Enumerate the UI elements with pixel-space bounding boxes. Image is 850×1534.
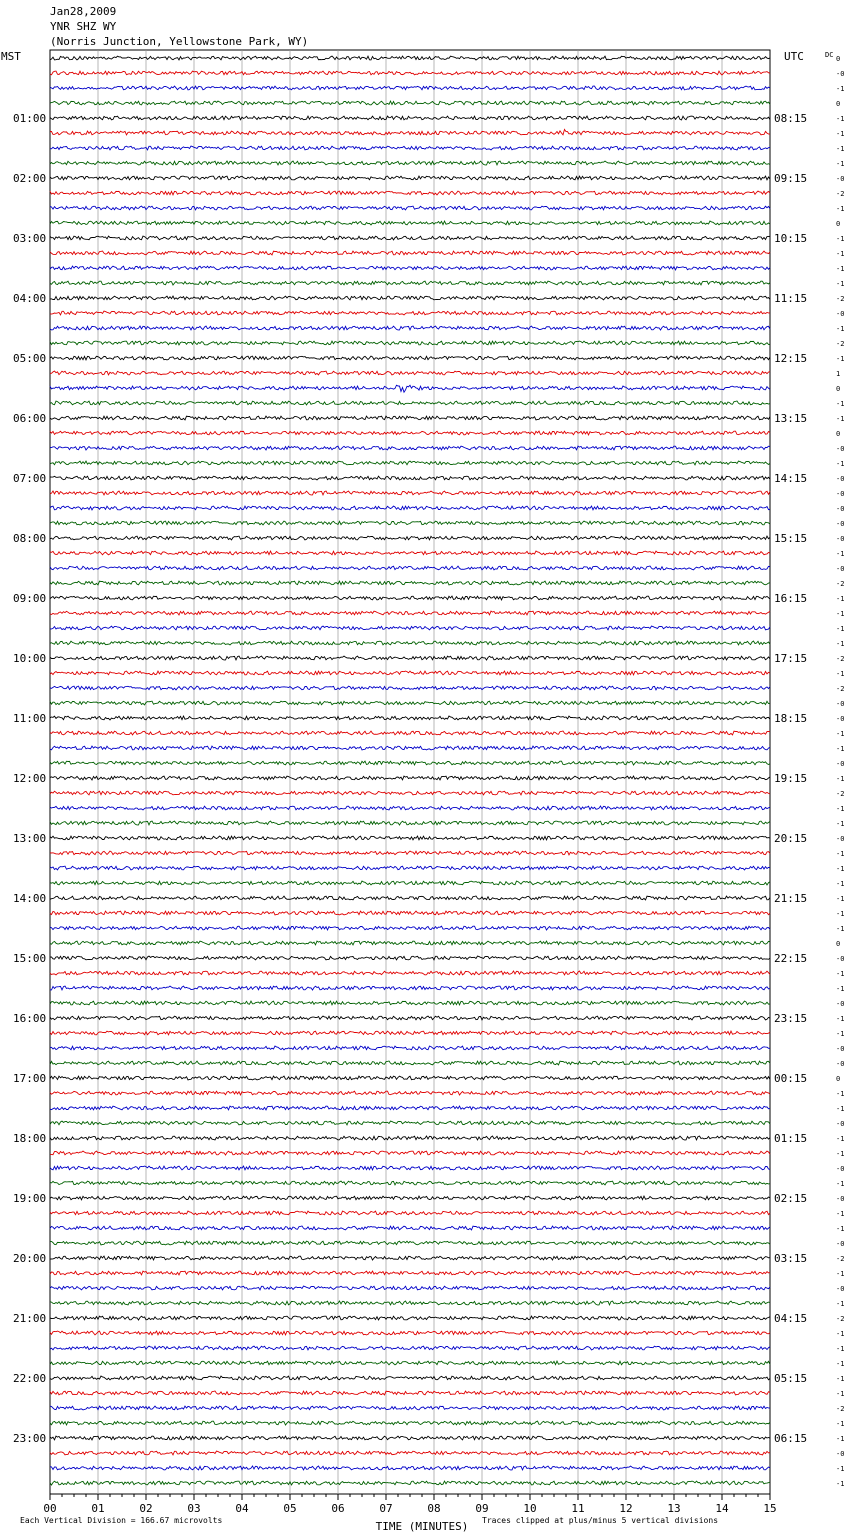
mst-hour-label: 23:00 xyxy=(13,1432,47,1445)
trace-line xyxy=(50,581,770,585)
dc-offset-value: -1 xyxy=(836,850,845,858)
dc-offset-value: -1 xyxy=(836,1030,845,1038)
dc-offset-value: -1 xyxy=(836,235,845,243)
x-tick-label: 09 xyxy=(475,1502,489,1515)
dc-offset-value: -0 xyxy=(836,565,845,573)
dc-offset-value: -1 xyxy=(836,280,845,288)
trace-line xyxy=(50,536,770,540)
trace-line xyxy=(50,1466,770,1470)
dc-offset-value: -1 xyxy=(836,625,845,633)
x-axis-title: TIME (MINUTES) xyxy=(375,1520,469,1533)
dc-offset-value: -0 xyxy=(836,760,845,768)
trace-line xyxy=(50,776,770,780)
trace-line xyxy=(50,1436,770,1440)
x-tick-label: 06 xyxy=(331,1502,345,1515)
mst-hour-label: 05:00 xyxy=(13,352,47,365)
dc-offset-value: -1 xyxy=(836,595,845,603)
trace-line xyxy=(50,296,770,300)
trace-line xyxy=(50,281,770,285)
dc-offset-value: -1 xyxy=(836,250,845,258)
trace-line xyxy=(50,1136,770,1140)
utc-hour-label: 23:15 xyxy=(774,1012,808,1025)
dc-offset-value: 0 xyxy=(836,430,841,438)
trace-line xyxy=(50,1361,770,1365)
dc-offset-value: -1 xyxy=(836,1345,845,1353)
dc-offset-value: -0 xyxy=(836,475,845,483)
dc-offset-value: -2 xyxy=(836,295,845,303)
dc-offset-value: -1 xyxy=(836,1015,845,1023)
dc-offset-value: -0 xyxy=(836,1060,845,1068)
trace-line xyxy=(50,986,770,990)
trace-line xyxy=(50,551,770,555)
dc-offset-value: -0 xyxy=(836,535,845,543)
dc-offset-value: -2 xyxy=(836,655,845,663)
x-tick-label: 05 xyxy=(283,1502,297,1515)
trace-line xyxy=(50,161,770,165)
utc-hour-label: 08:15 xyxy=(774,112,808,125)
trace-line xyxy=(50,1391,770,1395)
mst-hour-label: 21:00 xyxy=(13,1312,47,1325)
mst-hour-label: 14:00 xyxy=(13,892,47,905)
trace-line xyxy=(50,311,770,315)
dc-offset-value: -0 xyxy=(836,1000,845,1008)
trace-line xyxy=(50,266,770,270)
dc-offset-value: -2 xyxy=(836,1255,845,1263)
trace-line xyxy=(50,251,770,255)
dc-offset-value: -1 xyxy=(836,1375,845,1383)
mst-hour-label: 03:00 xyxy=(13,232,47,245)
dc-offset-value: -0 xyxy=(836,490,845,498)
dc-offset-value: -0 xyxy=(836,445,845,453)
trace-line xyxy=(50,1196,770,1200)
trace-line xyxy=(50,1001,770,1005)
dc-offset-value: -1 xyxy=(836,1270,845,1278)
mst-hour-label: 02:00 xyxy=(13,172,47,185)
mst-hour-label: 22:00 xyxy=(13,1372,47,1385)
mst-hour-label: 19:00 xyxy=(13,1192,47,1205)
dc-offset-value: -1 xyxy=(836,1465,845,1473)
trace-line xyxy=(50,611,770,615)
trace-line xyxy=(50,476,770,480)
dc-offset-value: -0 xyxy=(836,1120,845,1128)
utc-hour-label: 00:15 xyxy=(774,1072,808,1085)
left-axis-label: MST xyxy=(1,50,21,63)
trace-line xyxy=(50,86,770,90)
trace-line xyxy=(50,671,770,675)
trace-line xyxy=(50,356,770,360)
trace-line xyxy=(50,566,770,570)
x-tick-label: 04 xyxy=(235,1502,249,1515)
trace-line xyxy=(50,1076,770,1080)
dc-offset-value: -0 xyxy=(836,70,845,78)
trace-line xyxy=(50,656,770,660)
utc-hour-label: 13:15 xyxy=(774,412,808,425)
utc-hour-label: 05:15 xyxy=(774,1372,808,1385)
dc-offset-value: -1 xyxy=(836,730,845,738)
dc-offset-value: 0 xyxy=(836,940,841,948)
dc-offset-value: -1 xyxy=(836,325,845,333)
dc-offset-value: -1 xyxy=(836,610,845,618)
x-tick-label: 01 xyxy=(91,1502,105,1515)
station-label: YNR SHZ WY xyxy=(50,20,117,33)
mst-hour-label: 17:00 xyxy=(13,1072,47,1085)
dc-offset-value: -1 xyxy=(836,265,845,273)
dc-offset-value: -0 xyxy=(836,1195,845,1203)
dc-offset-value: -1 xyxy=(836,865,845,873)
utc-hour-label: 03:15 xyxy=(774,1252,808,1265)
trace-line xyxy=(50,1016,770,1020)
trace-line xyxy=(50,191,770,195)
dc-offset-value: -1 xyxy=(836,1420,845,1428)
trace-line xyxy=(50,1286,770,1290)
utc-hour-label: 14:15 xyxy=(774,472,808,485)
trace-line xyxy=(50,1211,770,1215)
trace-line xyxy=(50,491,770,495)
dc-offset-value: -0 xyxy=(836,835,845,843)
mst-hour-label: 12:00 xyxy=(13,772,47,785)
dc-offset-value: -2 xyxy=(836,1405,845,1413)
utc-hour-label: 19:15 xyxy=(774,772,808,785)
trace-line xyxy=(50,1331,770,1335)
dc-offset-value: -1 xyxy=(836,640,845,648)
utc-hour-label: 17:15 xyxy=(774,652,808,665)
trace-line xyxy=(50,71,770,75)
trace-line xyxy=(50,716,770,720)
trace-line xyxy=(50,461,770,465)
dc-offset-value: -0 xyxy=(836,1450,845,1458)
dc-offset-value: -0 xyxy=(836,1045,845,1053)
trace-line xyxy=(50,1046,770,1050)
dc-offset-value: -1 xyxy=(836,1360,845,1368)
trace-line xyxy=(50,1031,770,1035)
utc-hour-label: 04:15 xyxy=(774,1312,808,1325)
dc-offset-value: -1 xyxy=(836,115,845,123)
dc-offset-value: -0 xyxy=(836,1165,845,1173)
utc-hour-label: 21:15 xyxy=(774,892,808,905)
trace-line xyxy=(50,129,770,135)
trace-line xyxy=(50,56,770,60)
trace-line xyxy=(50,701,770,705)
mst-hour-label: 15:00 xyxy=(13,952,47,965)
location-label: (Norris Junction, Yellowstone Park, WY) xyxy=(50,35,309,48)
dc-offset-value: -2 xyxy=(836,685,845,693)
trace-line xyxy=(50,416,770,420)
dc-offset-value: -1 xyxy=(836,895,845,903)
trace-line xyxy=(50,821,770,825)
trace-line xyxy=(50,836,770,840)
dc-offset-value: -1 xyxy=(836,1105,845,1113)
dc-offset-value: -0 xyxy=(836,1285,845,1293)
trace-line xyxy=(50,956,770,960)
dc-offset-value: -1 xyxy=(836,775,845,783)
trace-line xyxy=(50,236,770,240)
trace-line xyxy=(50,1316,770,1320)
dc-offset-value: -1 xyxy=(836,205,845,213)
utc-hour-label: 15:15 xyxy=(774,532,808,545)
x-tick-label: 12 xyxy=(619,1502,633,1515)
trace-line xyxy=(50,385,770,392)
trace-line xyxy=(50,866,770,870)
dc-offset-value: 0 xyxy=(836,220,841,228)
dc-offset-value: -1 xyxy=(836,925,845,933)
x-tick-label: 14 xyxy=(715,1502,729,1515)
trace-line xyxy=(50,446,770,450)
dc-offset-value: -1 xyxy=(836,1300,845,1308)
scale-note: Each Vertical Division = 166.67 microvolts xyxy=(20,1516,223,1525)
dc-offset-value: -2 xyxy=(836,340,845,348)
trace-line xyxy=(50,626,770,630)
dc-offset-value: -1 xyxy=(836,880,845,888)
dc-offset-value: 1 xyxy=(836,370,841,378)
trace-line xyxy=(50,926,770,930)
trace-line xyxy=(50,101,770,105)
trace-line xyxy=(50,1421,770,1425)
trace-line xyxy=(50,881,770,885)
dc-offset-value: -0 xyxy=(836,1240,845,1248)
x-tick-label: 00 xyxy=(43,1502,57,1515)
dc-offset-value: -0 xyxy=(836,175,845,183)
mst-hour-label: 20:00 xyxy=(13,1252,47,1265)
trace-line xyxy=(50,401,770,405)
dc-offset-value: -1 xyxy=(836,910,845,918)
trace-line xyxy=(50,1256,770,1260)
trace-line xyxy=(50,146,770,150)
mst-hour-label: 13:00 xyxy=(13,832,47,845)
trace-line xyxy=(50,1166,770,1170)
dc-offset-value: -1 xyxy=(836,550,845,558)
trace-line xyxy=(50,686,770,690)
utc-hour-label: 16:15 xyxy=(774,592,808,605)
dc-offset-value: -1 xyxy=(836,1480,845,1488)
dc-label: DC xyxy=(825,51,834,59)
trace-line xyxy=(50,1451,770,1455)
dc-offset-value: -0 xyxy=(836,955,845,963)
dc-offset-value: -1 xyxy=(836,1135,845,1143)
dc-offset-value: -1 xyxy=(836,1090,845,1098)
trace-line xyxy=(50,371,770,375)
x-tick-label: 13 xyxy=(667,1502,681,1515)
trace-line xyxy=(50,911,770,915)
x-tick-label: 02 xyxy=(139,1502,153,1515)
trace-line xyxy=(50,791,770,795)
trace-line xyxy=(50,1481,770,1485)
utc-hour-label: 22:15 xyxy=(774,952,808,965)
trace-line xyxy=(50,1061,770,1065)
dc-offset-value: -1 xyxy=(836,670,845,678)
right-axis-label: UTC xyxy=(784,50,804,63)
utc-hour-label: 06:15 xyxy=(774,1432,808,1445)
mst-hour-label: 09:00 xyxy=(13,592,47,605)
trace-line xyxy=(50,761,770,765)
mst-hour-label: 07:00 xyxy=(13,472,47,485)
dc-offset-value: -1 xyxy=(836,1210,845,1218)
trace-line xyxy=(50,941,770,945)
dc-offset-value: -1 xyxy=(836,805,845,813)
dc-offset-value: -0 xyxy=(836,520,845,528)
dc-offset-value: -1 xyxy=(836,400,845,408)
trace-line xyxy=(50,1301,770,1305)
trace-line xyxy=(50,971,770,975)
trace-line xyxy=(50,221,770,225)
dc-offset-value: -1 xyxy=(836,355,845,363)
clip-note: Traces clipped at plus/minus 5 vertical divisions xyxy=(482,1516,719,1525)
dc-offset-value: -1 xyxy=(836,970,845,978)
dc-offset-value: -1 xyxy=(836,1390,845,1398)
dc-offset-value: -0 xyxy=(836,715,845,723)
dc-offset-value: -1 xyxy=(836,1225,845,1233)
dc-offset-value: -0 xyxy=(836,505,845,513)
trace-line xyxy=(50,176,770,180)
mst-hour-label: 10:00 xyxy=(13,652,47,665)
mst-hour-label: 16:00 xyxy=(13,1012,47,1025)
utc-hour-label: 02:15 xyxy=(774,1192,808,1205)
trace-line xyxy=(50,851,770,855)
utc-hour-label: 09:15 xyxy=(774,172,808,185)
trace-line xyxy=(50,1271,770,1275)
trace-line xyxy=(50,641,770,645)
trace-line xyxy=(50,596,770,600)
trace-line xyxy=(50,746,770,750)
dc-offset-value: -1 xyxy=(836,130,845,138)
utc-hour-label: 18:15 xyxy=(774,712,808,725)
dc-offset-value: 0 xyxy=(836,385,841,393)
dc-offset-value: -1 xyxy=(836,1180,845,1188)
dc-offset-value: -1 xyxy=(836,85,845,93)
dc-offset-value: -1 xyxy=(836,145,845,153)
dc-offset-value: -1 xyxy=(836,460,845,468)
trace-line xyxy=(50,506,770,510)
dc-offset-value: -1 xyxy=(836,820,845,828)
trace-line xyxy=(50,431,770,435)
dc-offset-value: -1 xyxy=(836,745,845,753)
dc-offset-value: -2 xyxy=(836,580,845,588)
trace-line xyxy=(50,521,770,525)
dc-offset-value: -1 xyxy=(836,415,845,423)
trace-line xyxy=(50,1346,770,1350)
dc-offset-value: 0 xyxy=(836,1075,841,1083)
dc-offset-value: 0 xyxy=(836,100,841,108)
mst-hour-label: 06:00 xyxy=(13,412,47,425)
dc-offset-value: -2 xyxy=(836,1315,845,1323)
trace-line xyxy=(50,116,770,120)
trace-line xyxy=(50,1121,770,1125)
dc-offset-value: -1 xyxy=(836,1435,845,1443)
date-label: Jan28,2009 xyxy=(50,5,117,18)
utc-hour-label: 01:15 xyxy=(774,1132,808,1145)
dc-offset-value: -1 xyxy=(836,160,845,168)
dc-offset-value: -0 xyxy=(836,310,845,318)
mst-hour-label: 04:00 xyxy=(13,292,47,305)
x-tick-label: 10 xyxy=(523,1502,537,1515)
x-tick-label: 03 xyxy=(187,1502,201,1515)
trace-line xyxy=(50,896,770,900)
utc-hour-label: 11:15 xyxy=(774,292,808,305)
trace-line xyxy=(50,326,770,330)
dc-offset-value: -1 xyxy=(836,1330,845,1338)
x-tick-label: 11 xyxy=(571,1502,585,1515)
dc-offset-value: 0 xyxy=(836,55,841,63)
x-tick-label: 07 xyxy=(379,1502,393,1515)
trace-line xyxy=(50,341,770,345)
x-tick-label: 15 xyxy=(763,1502,777,1515)
mst-hour-label: 01:00 xyxy=(13,112,47,125)
utc-hour-label: 20:15 xyxy=(774,832,808,845)
trace-line xyxy=(50,1106,770,1110)
dc-offset-value: -2 xyxy=(836,790,845,798)
trace-line xyxy=(50,1151,770,1155)
trace-line xyxy=(50,1241,770,1245)
trace-line xyxy=(50,1091,770,1095)
mst-hour-label: 11:00 xyxy=(13,712,47,725)
trace-line xyxy=(50,1376,770,1380)
mst-hour-label: 08:00 xyxy=(13,532,47,545)
x-tick-label: 08 xyxy=(427,1502,441,1515)
trace-line xyxy=(50,731,770,735)
trace-line xyxy=(50,1226,770,1230)
trace-line xyxy=(50,1406,770,1410)
dc-offset-value: -1 xyxy=(836,1150,845,1158)
utc-hour-label: 12:15 xyxy=(774,352,808,365)
dc-offset-value: -1 xyxy=(836,985,845,993)
mst-hour-label: 18:00 xyxy=(13,1132,47,1145)
dc-offset-value: -0 xyxy=(836,700,845,708)
trace-line xyxy=(50,206,770,210)
dc-offset-value: -2 xyxy=(836,190,845,198)
trace-line xyxy=(50,1181,770,1185)
trace-line xyxy=(50,806,770,810)
utc-hour-label: 10:15 xyxy=(774,232,808,245)
